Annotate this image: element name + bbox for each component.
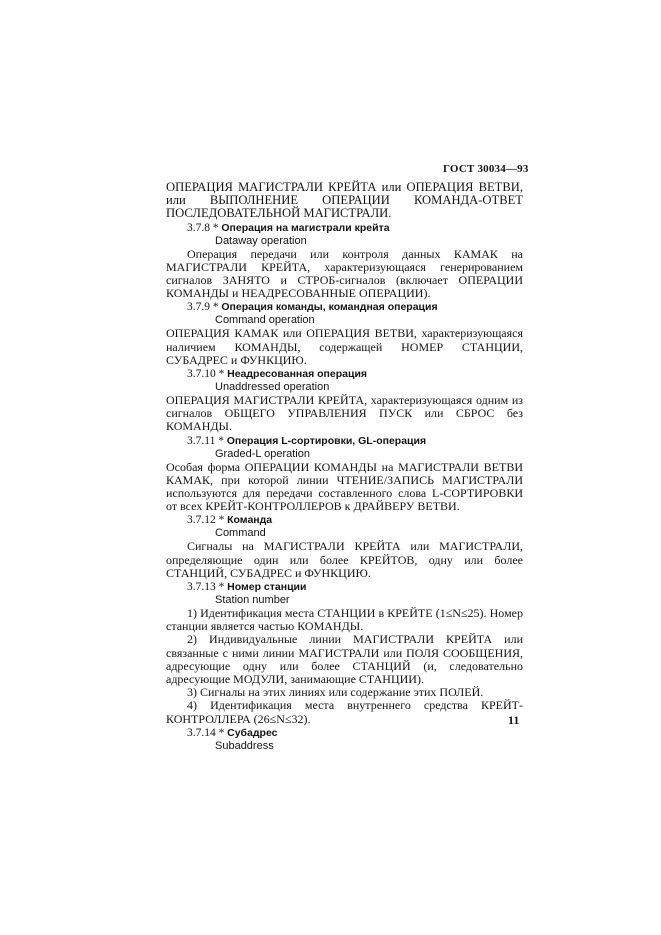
term-number: 3.7.9 * bbox=[187, 301, 219, 314]
term-3-7-9 bbox=[166, 301, 523, 314]
page-content bbox=[166, 181, 523, 753]
term-number: 3.7.11 * bbox=[187, 434, 224, 447]
definition-paragraph: ОПЕРАЦИЯ МАГИСТРАЛИ КРЕЙТА, характеризующаяся одним из сигналов ОБЩЕГО УПРАВЛЕНИЯ ПУСК или СБРОС без КОМАНДЫ. bbox=[166, 393, 523, 434]
term-name: Операция L-сортировки, GL-операция bbox=[226, 434, 427, 447]
term-name: Неадресованная операция bbox=[227, 368, 368, 381]
running-title: ГОСТ 30034—93 bbox=[443, 163, 529, 175]
term-english: Unaddressed operation bbox=[215, 381, 330, 394]
term-number: 3.7.8 * bbox=[187, 221, 219, 234]
term-number: 3.7.13 * bbox=[187, 581, 225, 594]
term-number: 3.7.12 * bbox=[187, 514, 225, 527]
term-3-7-12 bbox=[166, 514, 523, 527]
term-3-7-8 bbox=[166, 222, 523, 235]
page-number: 11 bbox=[508, 713, 520, 727]
definition-item: 3) Сигналы на этих линиях или содержание этих ПОЛЕЙ. bbox=[187, 685, 484, 700]
definition-paragraph: Особая форма ОПЕРАЦИИ КОМАНДЫ на МАГИСТРАЛИ ВЕТВИ КАМАК, при которой линии ЧТЕНИЕ/ЗАПИСЬ МАГИСТРАЛИ используются для передачи составленного слова L-СОРТИРОВКИ от всех КРЕЙТ-КОНТРОЛЛЕРОВ к ДРАЙВЕРУ ВЕТВИ. bbox=[166, 459, 523, 514]
term-english: Station number bbox=[215, 594, 290, 607]
term-number: 3.7.14 * bbox=[187, 726, 225, 739]
definition-paragraph: Операция передачи или контроля данных КАМАК на МАГИСТРАЛИ КРЕЙТА, характеризующаяся генерированием сигналов ЗАНЯТО и СТРОБ-сигналов (включает ОПЕРАЦИИ КОМАНДЫ и НЕАДРЕСОВАННЫЕ ОПЕРАЦИИ). bbox=[166, 246, 523, 301]
term-3-7-11 bbox=[166, 435, 523, 448]
definition-item: 1) Идентификация места СТАНЦИИ в КРЕЙТЕ (1≤N≤25). Номер станции является частью КОМАНДЫ. bbox=[166, 606, 523, 634]
term-name: Операция команды, командная операция bbox=[221, 301, 438, 314]
term-name: Операция на магистрали крейта bbox=[221, 221, 390, 234]
term-english: Graded-L operation bbox=[215, 447, 310, 460]
term-name: Номер станции bbox=[227, 581, 307, 594]
definition-paragraph: Сигналы на МАГИСТРАЛИ КРЕЙТА или МАГИСТРАЛИ, определяющие один или более КРЕЙТОВ, одну или более СТАНЦИЙ, СУБАДРЕС и ФУНКЦИЮ. bbox=[166, 539, 523, 580]
term-english: Subaddress bbox=[215, 739, 274, 752]
definition-paragraph: ОПЕРАЦИЯ КАМАК или ОПЕРАЦИЯ ВЕТВИ, характеризующаяся наличием КОМАНДЫ, содержащей НОМЕР СТАНЦИИ, СУБАДРЕС и ФУНКЦИЮ. bbox=[166, 326, 523, 367]
term-3-7-14 bbox=[166, 727, 523, 740]
term-3-7-10 bbox=[166, 368, 523, 381]
term-english: Command operation bbox=[215, 314, 315, 327]
term-name: Субадрес bbox=[227, 726, 278, 739]
definition-item: 2) Индивидуальные линии МАГИСТРАЛИ КРЕЙТА или связанные с ними линии МАГИСТРАЛИ или ПОЛЯ СООБЩЕНИЯ, адресующие одну или более СТАНЦИЙ (и, следовательно адресующие МОДУЛИ, занимающие СТАНЦИИ). bbox=[166, 632, 523, 687]
term-english: Command bbox=[215, 527, 266, 540]
term-english: Dataway operation bbox=[215, 234, 307, 247]
intro-paragraph: ОПЕРАЦИЯ МАГИСТРАЛИ КРЕЙТА или ОПЕРАЦИЯ ВЕТВИ, или ВЫПОЛНЕНИЕ ОПЕРАЦИИ КОМАНДА-ОТВЕТ ПОСЛЕДОВАТЕЛЬНОЙ МАГИСТРАЛИ. bbox=[166, 180, 523, 221]
term-3-7-13 bbox=[166, 581, 523, 594]
term-name: Команда bbox=[227, 514, 273, 527]
definition-item: 4) Идентификация места внутреннего средства КРЕЙТ-КОНТРОЛЛЕРА (26≤N≤32). bbox=[166, 698, 523, 726]
term-number: 3.7.10 * bbox=[187, 368, 225, 381]
